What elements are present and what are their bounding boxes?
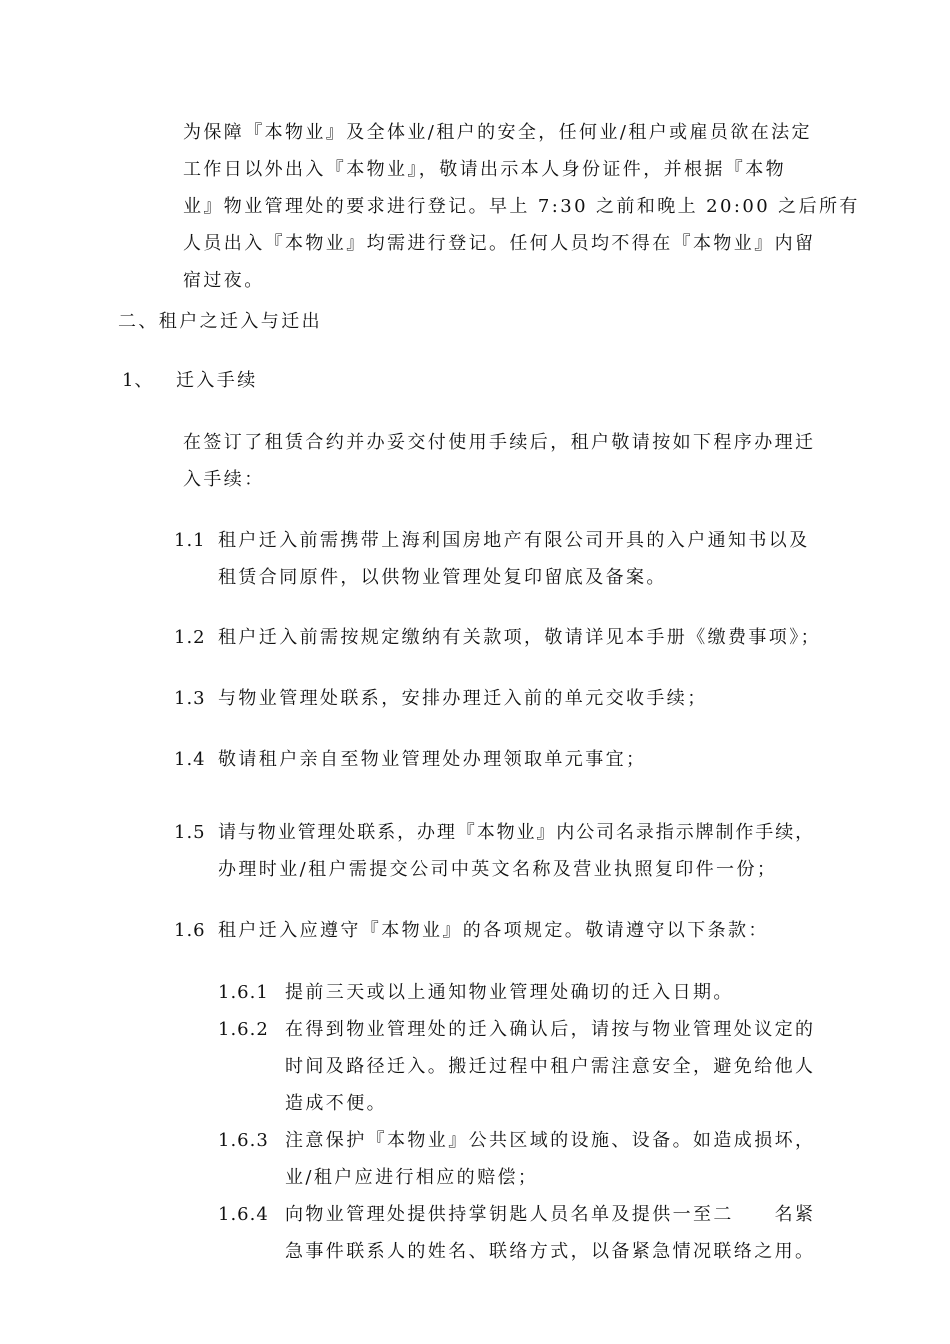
- subitem-line: 向物业管理处提供持掌钥匙人员名单及提供一至二 名紧: [285, 1204, 816, 1225]
- item-number: 1.6: [174, 920, 206, 941]
- subsection-number: 1、: [122, 370, 154, 391]
- subitem-line: 造成不便。: [285, 1093, 387, 1114]
- item-line: 租户迁入应遵守『本物业』的各项规定。敬请遵守以下条款：: [218, 920, 769, 941]
- intro-line: 人员出入『本物业』均需进行登记。任何人员均不得在『本物业』内留: [183, 233, 816, 254]
- item-number: 1.1: [174, 530, 206, 551]
- item-line: 敬请租户亲自至物业管理处办理领取单元事宜；: [218, 749, 647, 770]
- subitem-number: 1.6.2: [218, 1019, 269, 1040]
- subitem-number: 1.6.1: [218, 982, 269, 1003]
- item-line: 租户迁入前需携带上海利国房地产有限公司开具的入户通知书以及: [218, 530, 810, 551]
- intro-line: 为保障『本物业』及全体业/租户的安全，任何业/租户或雇员欲在法定: [183, 122, 812, 143]
- subitem-number: 1.6.4: [218, 1204, 269, 1225]
- subitem-line: 注意保护『本物业』公共区域的设施、设备。如造成损坏，: [285, 1130, 816, 1151]
- item-number: 1.5: [174, 822, 206, 843]
- subsection-intro-line: 在签订了租赁合约并办妥交付使用手续后，租户敬请按如下程序办理迁: [183, 432, 816, 453]
- subitem-line: 时间及路径迁入。搬迁过程中租户需注意安全，避免给他人: [285, 1056, 816, 1077]
- item-number: 1.4: [174, 749, 206, 770]
- subsection-title: 迁入手续: [176, 370, 258, 391]
- subitem-line: 提前三天或以上通知物业管理处确切的迁入日期。: [285, 982, 734, 1003]
- item-number: 1.3: [174, 688, 206, 709]
- item-line: 请与物业管理处联系，办理『本物业』内公司名录指示牌制作手续，: [218, 822, 815, 843]
- item-number: 1.2: [174, 627, 206, 648]
- item-line: 租赁合同原件，以供物业管理处复印留底及备案。: [218, 567, 667, 588]
- intro-line: 宿过夜。: [183, 270, 265, 291]
- intro-line: 业』物业管理处的要求进行登记。早上 7:30 之前和晚上 20:00 之后所有: [183, 196, 860, 217]
- section-heading: 二、租户之迁入与迁出: [118, 311, 322, 332]
- subsection-intro-line: 入手续：: [183, 469, 265, 490]
- subitem-number: 1.6.3: [218, 1130, 269, 1151]
- item-line: 与物业管理处联系，安排办理迁入前的单元交收手续；: [218, 688, 708, 709]
- intro-line: 工作日以外出入『本物业』，敬请出示本人身份证件，并根据『本物: [183, 159, 786, 180]
- subitem-line: 在得到物业管理处的迁入确认后，请按与物业管理处议定的: [285, 1019, 816, 1040]
- subitem-line: 业/租户应进行相应的赔偿；: [285, 1167, 539, 1188]
- item-line: 办理时业/租户需提交公司中英文名称及营业执照复印件一份；: [218, 859, 778, 880]
- item-line: 租户迁入前需按规定缴纳有关款项，敬请详见本手册《缴费事项》；: [218, 627, 821, 648]
- subitem-line: 急事件联系人的姓名、联络方式，以备紧急情况联络之用。: [285, 1241, 816, 1262]
